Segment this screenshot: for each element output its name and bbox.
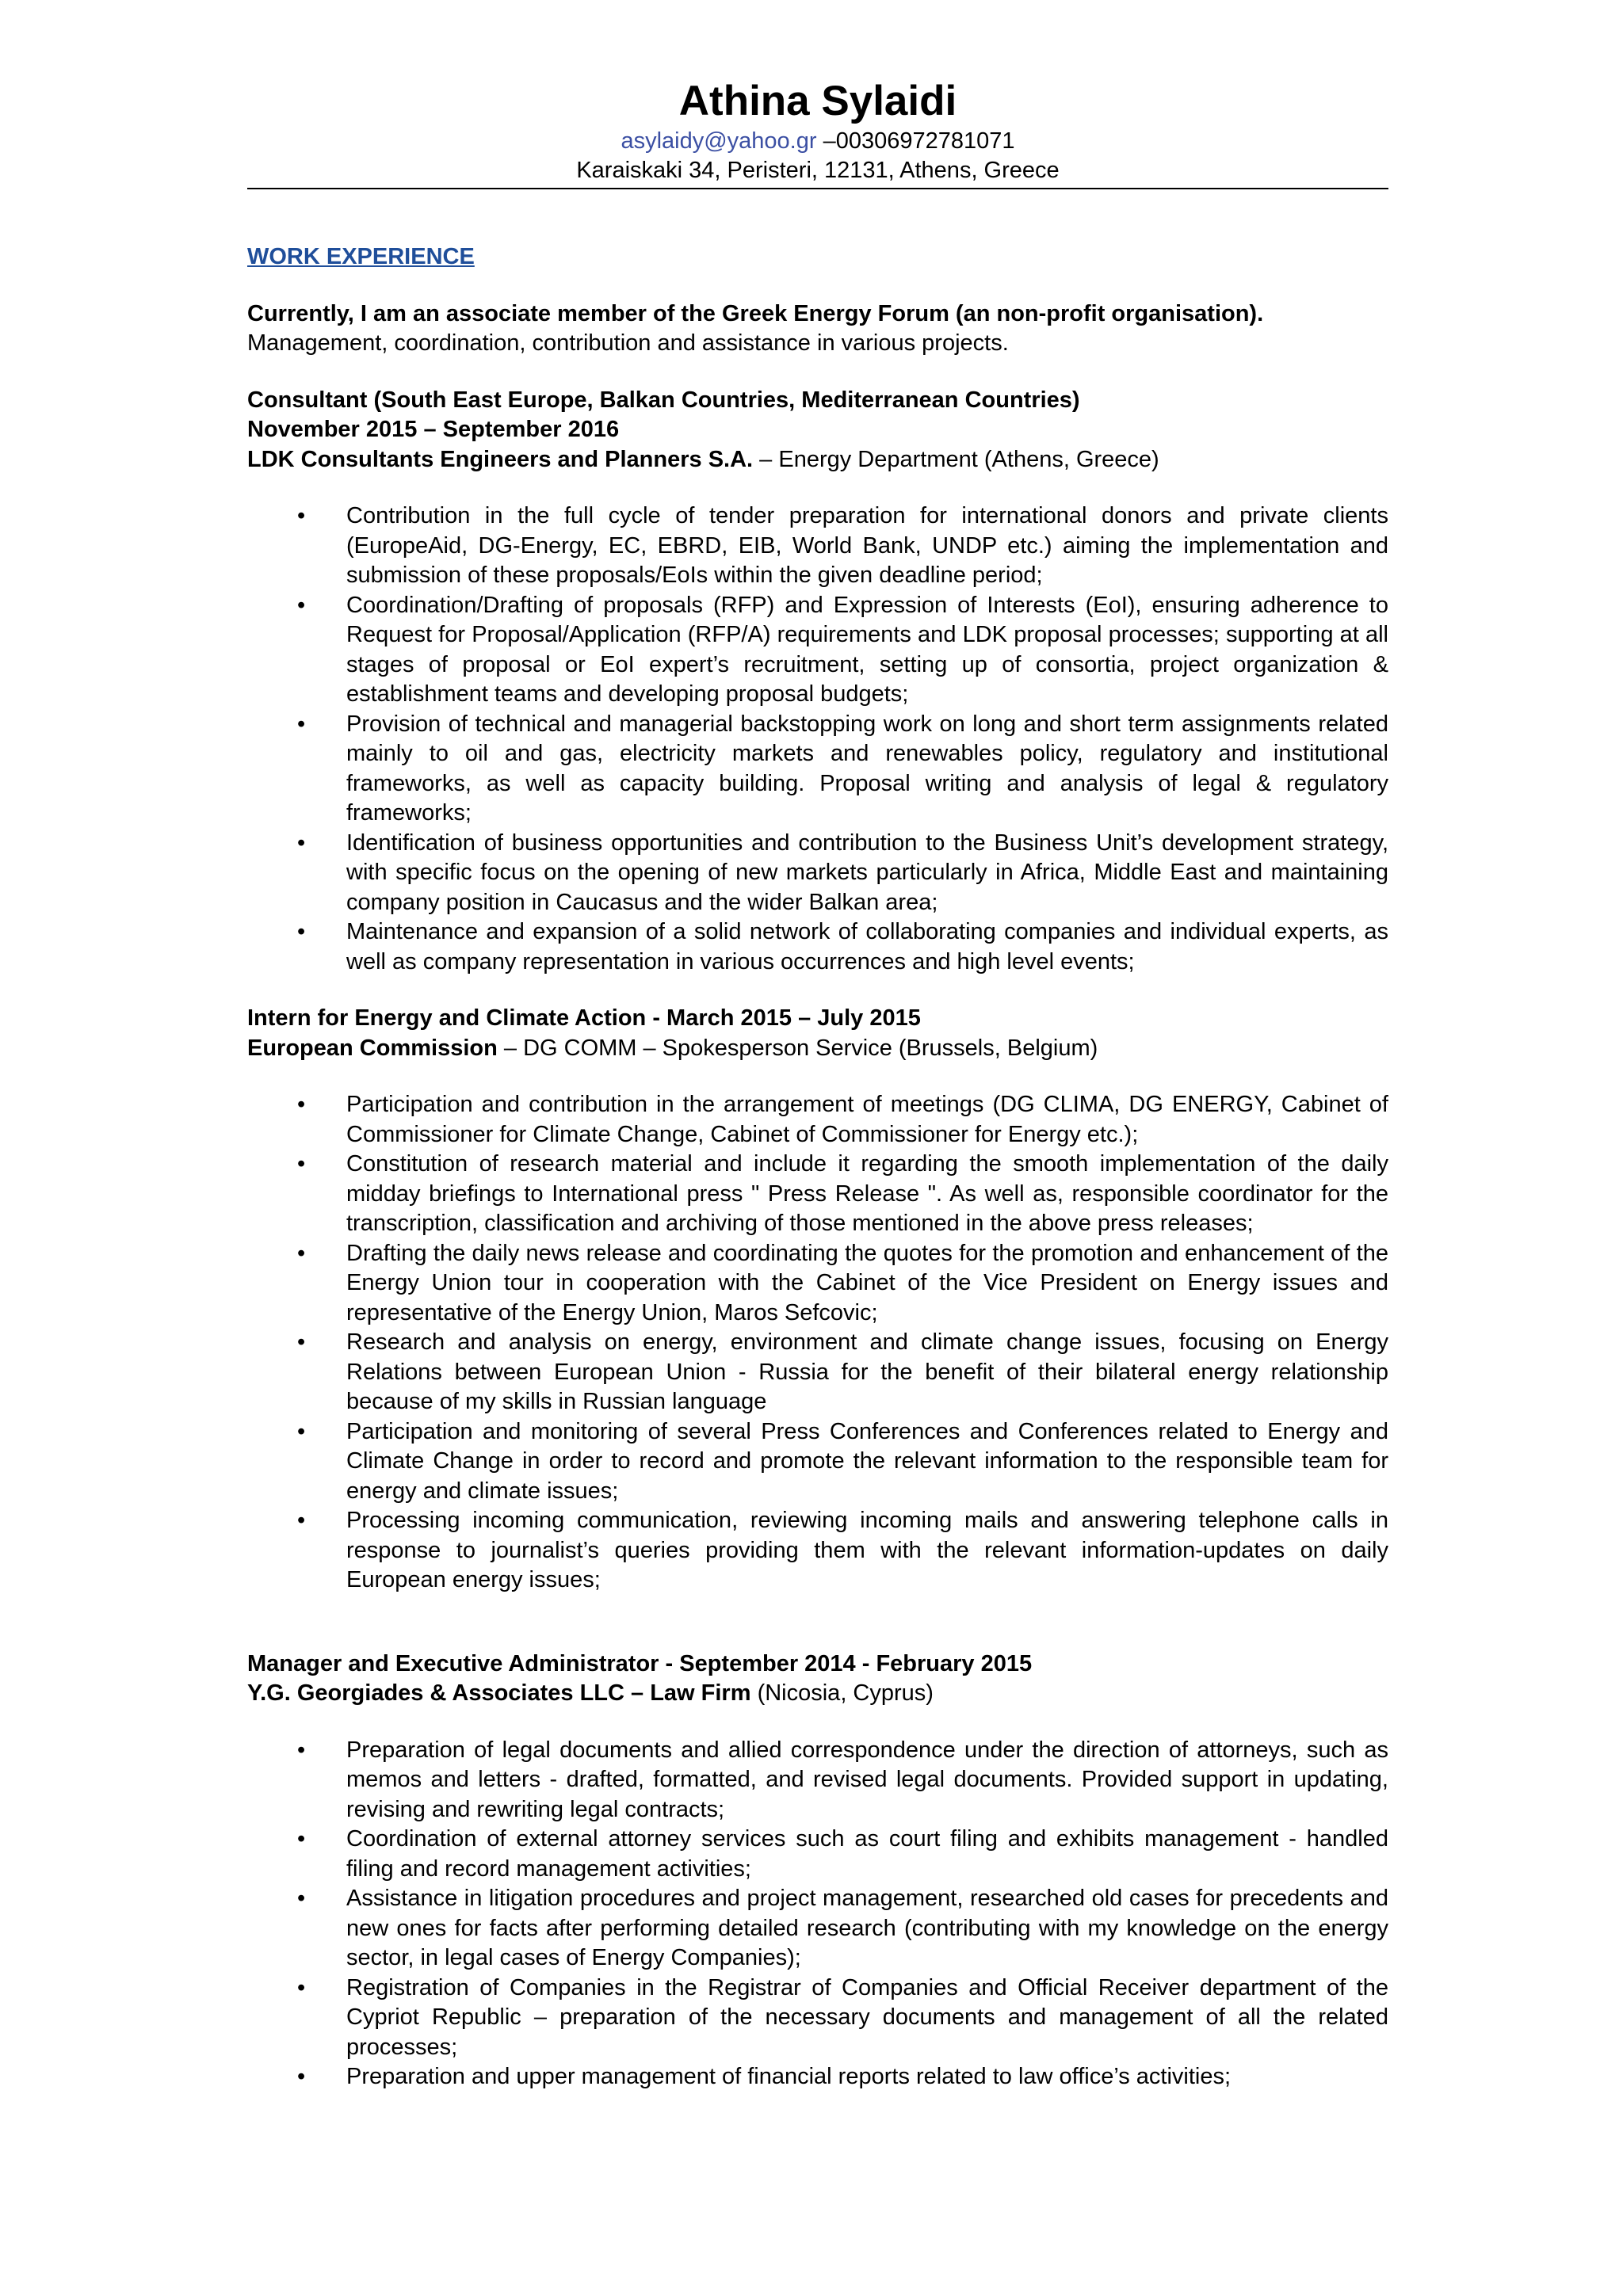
contact-line: [247, 127, 1388, 156]
list-item: • Coordination/Drafting of proposals (RFP) and Expression of Interests (EoI), ensuring adherence to Request for Proposal/Application (RFP/A) requirements and LDK proposal processes; supporting at all stages of proposal or EoI expert’s recruitment, setting up of consortia, project organization & establishment teams and developing proposal budgets;: [297, 592, 1388, 707]
list-item: • Preparation and upper management of financial reports related to law office’s activities;: [247, 2062, 1388, 2092]
header-divider: [247, 188, 1388, 189]
bullet-icon: •: [297, 2064, 306, 2089]
job-title: Manager and Executive Administrator - September 2014 - February 2015: [247, 1650, 1033, 1676]
job-organization: [247, 445, 1388, 475]
job-title: Intern for Energy and Climate Action - March 2015 – July 2015: [247, 1005, 921, 1031]
bullet-icon: •: [297, 592, 306, 618]
list-item: • Maintenance and expansion of a solid network of collaborating companies and individual experts, as well as company representation in various occurrences and high level events;: [297, 919, 1388, 974]
organization-details: – DG COMM – Spokesperson Service (Brussels, Belgium): [497, 1035, 1098, 1061]
resume-body: [247, 242, 1388, 2119]
list-item: • Preparation of legal documents and allied correspondence under the direction of attorneys, such as memos and letters - drafted, formatted, and revised legal documents. Provided support in updating, revising and rewriting legal contracts;: [297, 1737, 1388, 1822]
job-header: [247, 1004, 1388, 1063]
job-dates: November 2015 – September 2016: [247, 417, 620, 442]
list-item: • Registration of Companies in the Registrar of Companies and Official Receiver department of the Cypriot Republic – preparation of the necessary documents and management of all the related processes;: [297, 1974, 1388, 2060]
candidate-name: Athina Sylaidi: [678, 78, 957, 124]
list-item: • Processing incoming communication, reviewing incoming mails and answering telephone calls in response to journalist’s queries providing them with the relevant information-updates on daily European energy issues;: [297, 1508, 1388, 1592]
resume-header: [247, 76, 1388, 185]
bullet-icon: •: [297, 1329, 306, 1355]
bullet-icon: •: [297, 1240, 306, 1266]
bullet-icon: •: [297, 503, 306, 528]
bullet-icon: •: [297, 711, 306, 737]
list-item: • Constitution of research material and include it regarding the smooth implementation of the daily midday briefings to International press " Press Release ". As well as, responsible coordinator for the transcription, classification and archiving of those mentioned in the above press releases;: [297, 1151, 1388, 1236]
job-header: [247, 386, 1388, 475]
job-organization: [247, 1034, 1388, 1064]
intro-description: Management, coordination, contribution and assistance in various projects.: [247, 330, 1009, 356]
organization-details: – Energy Department (Athens, Greece): [753, 446, 1159, 472]
bullet-icon: •: [297, 1886, 306, 1911]
list-item: • Research and analysis on energy, environment and climate change issues, focusing on Energy Relations between European Union - Russia for the benefit of their bilateral energy relationship because of my skills in Russian language: [297, 1329, 1388, 1414]
list-item: • Coordination of external attorney services such as court filing and exhibits management - handled filing and record management activities;: [297, 1826, 1388, 1882]
job-organization: [247, 1679, 1388, 1709]
job-header: [247, 1650, 1388, 1709]
job-duties-list: [247, 1736, 1388, 2092]
organization-name: Y.G. Georgiades & Associates LLC – Law Firm: [247, 1680, 751, 1706]
organization-details: (Nicosia, Cyprus): [750, 1680, 934, 1706]
section-title-work-experience: WORK EXPERIENCE: [247, 244, 475, 269]
spacer: [247, 1623, 1388, 1650]
list-item: • Assistance in litigation procedures and project management, researched old cases for precedents and new ones for facts after performing detailed research (contributing with my knowledge on the energy sector, in legal cases of Energy Companies);: [297, 1886, 1388, 1970]
job-duties-list: [247, 502, 1388, 977]
bullet-icon: •: [297, 1508, 306, 1533]
organization-name: LDK Consultants Engineers and Planners S.A.: [247, 446, 754, 472]
bullet-icon: •: [297, 1151, 306, 1177]
organization-name: European Commission: [247, 1035, 498, 1061]
bullet-icon: •: [297, 1092, 306, 1117]
email-link[interactable]: asylaidy@yahoo.gr: [621, 128, 817, 154]
bullet-icon: •: [297, 1737, 306, 1763]
bullet-icon: •: [297, 830, 306, 856]
phone-number: –00306972781071: [823, 128, 1015, 154]
list-item: • Contribution in the full cycle of tender preparation for international donors and private clients (EuropeAid, DG-Energy, EC, EBRD, EIB, World Bank, UNDP etc.) aiming the implementation and submission of these proposals/EoIs within the given deadline period;: [297, 503, 1388, 588]
list-item: • Drafting the daily news release and coordinating the quotes for the promotion and enhancement of the Energy Union tour in cooperation with the Cabinet of the Vice President on Energy issues and representative of the Energy Union, Maros Sefcovic;: [297, 1240, 1388, 1325]
list-item: • Participation and contribution in the arrangement of meetings (DG CLIMA, DG ENERGY, Cabinet of Commissioner for Climate Change, Cabinet of Commissioner for Energy etc.);: [297, 1092, 1388, 1147]
bullet-icon: •: [297, 1974, 306, 2000]
address: Karaiskaki 34, Peristeri, 12131, Athens, Greece: [576, 158, 1060, 183]
intro-block: [247, 299, 1388, 359]
job-duties-list: [247, 1090, 1388, 1596]
bullet-icon: •: [297, 1826, 306, 1852]
job-title: Consultant (South East Europe, Balkan Countries, Mediterranean Countries): [247, 387, 1080, 413]
bullet-icon: •: [297, 1418, 306, 1444]
bullet-icon: •: [297, 919, 306, 944]
list-item: • Provision of technical and managerial backstopping work on long and short term assignments related mainly to oil and gas, electricity markets and renewables policy, regulatory and institutional frameworks, as well as capacity building. Proposal writing and analysis of legal & regulatory frameworks;: [297, 711, 1388, 826]
list-item: • Participation and monitoring of several Press Conferences and Conferences related to Energy and Climate Change in order to record and promote the relevant information to the responsible team for energy and climate issues;: [297, 1418, 1388, 1504]
intro-headline: Currently, I am an associate member of the Greek Energy Forum (an non-profit organisation).: [247, 300, 1264, 326]
list-item: • Identification of business opportunities and contribution to the Business Unit’s development strategy, with specific focus on the opening of new markets particularly in Africa, Middle East and maintaining company position in Caucasus and the wider Balkan area;: [297, 830, 1388, 915]
